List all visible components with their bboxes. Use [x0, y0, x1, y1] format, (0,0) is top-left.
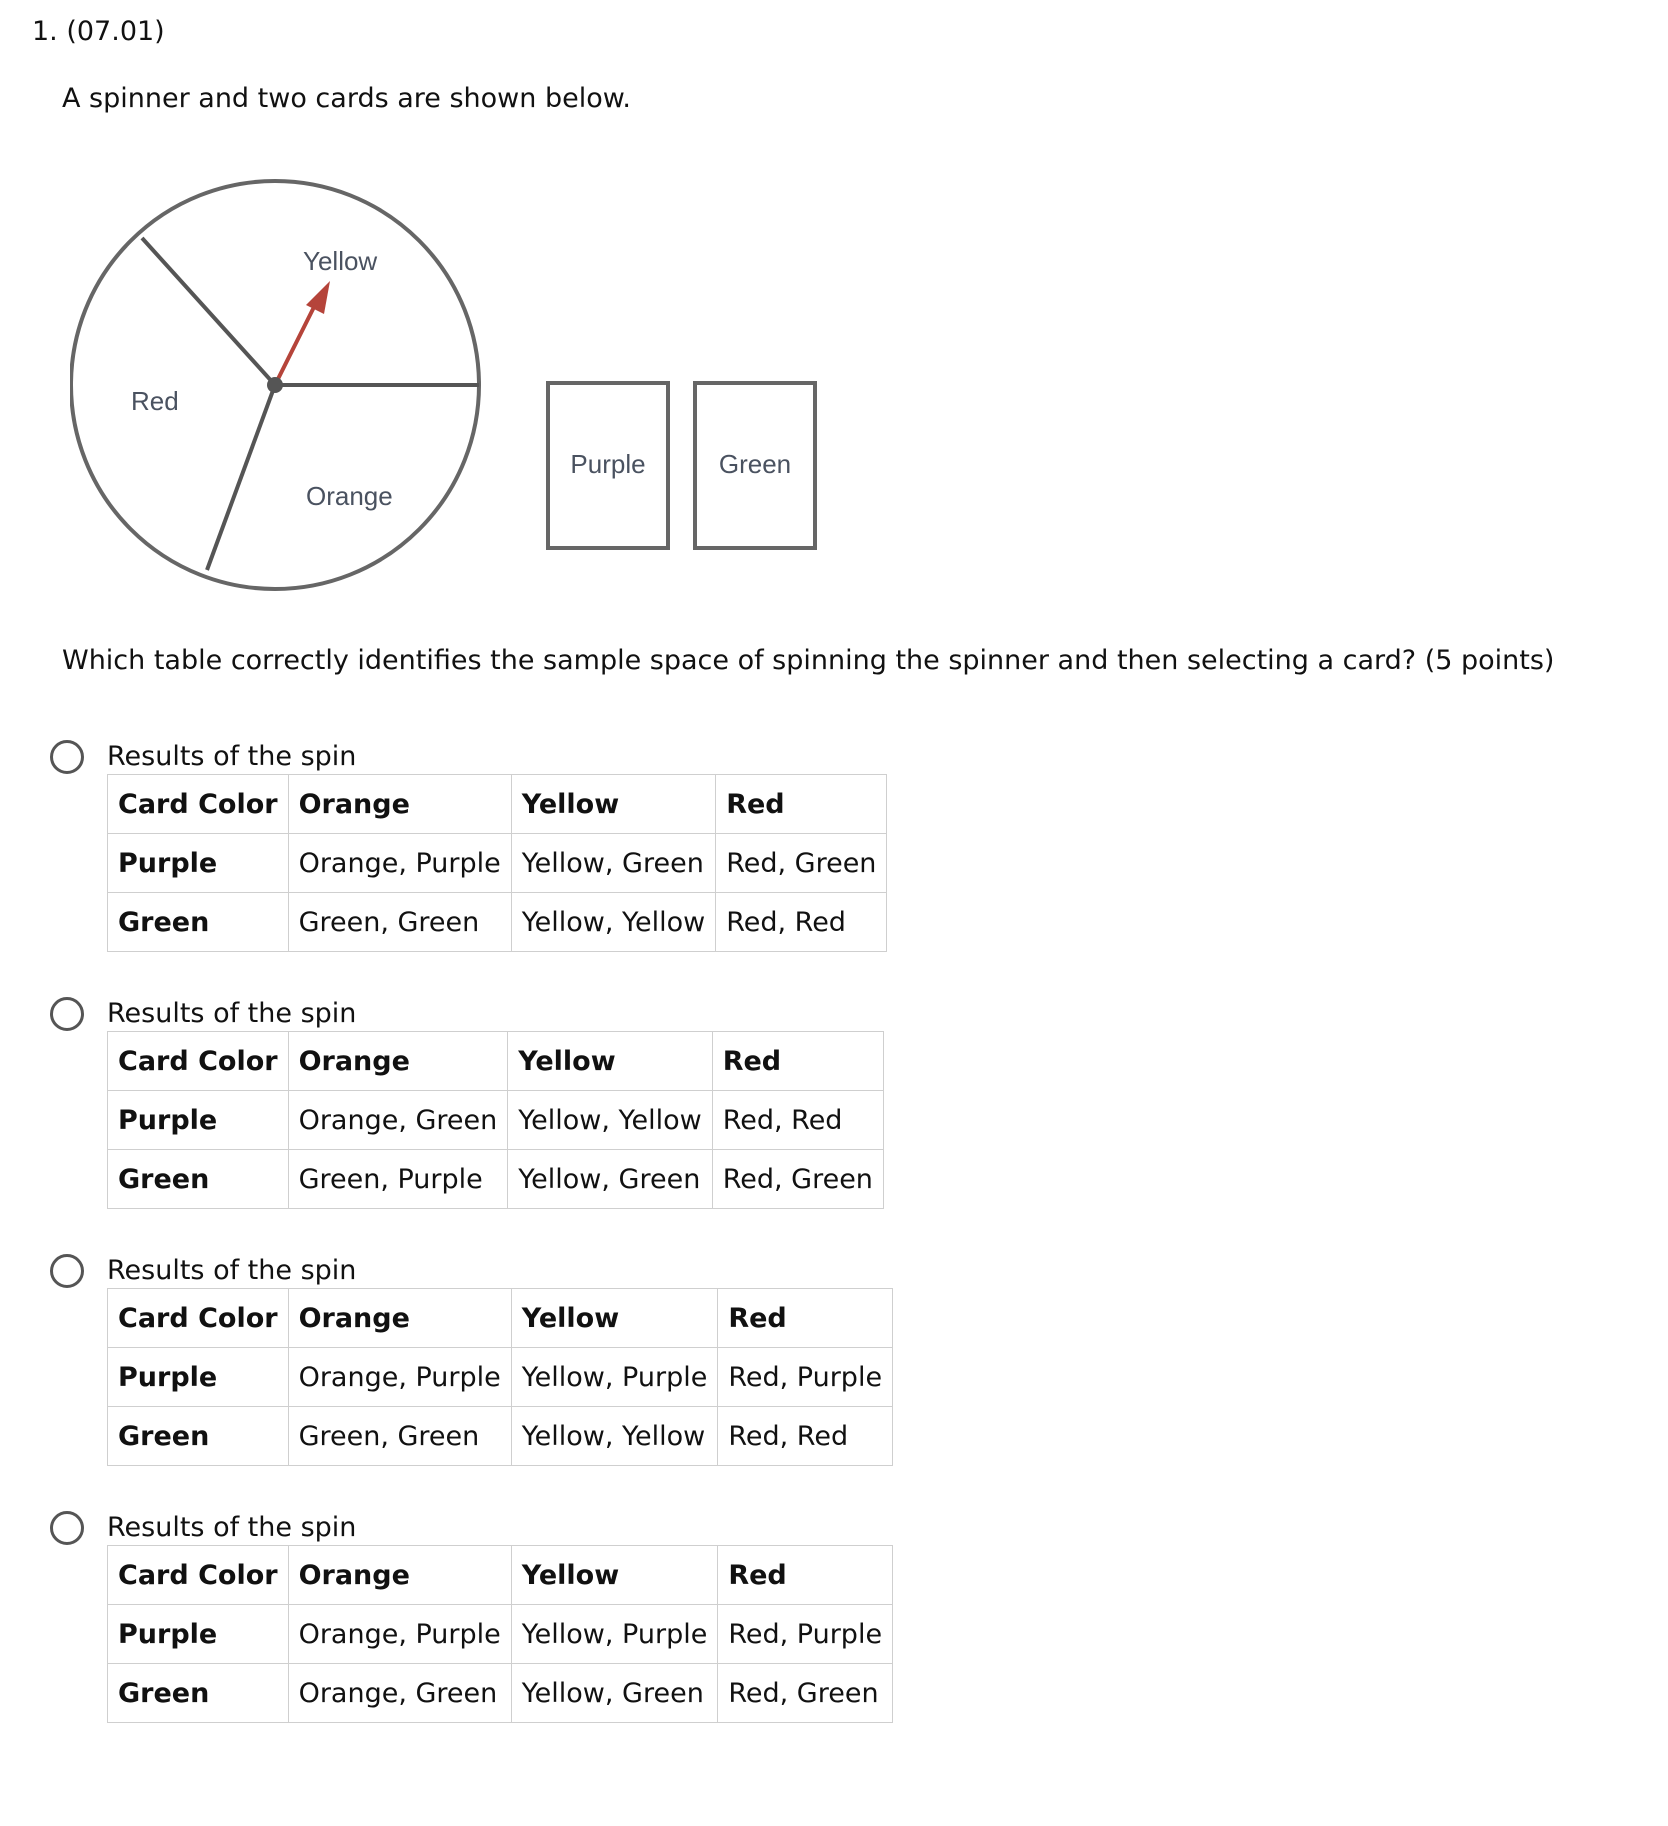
- option-caption: Results of the spin: [107, 741, 357, 772]
- table-row: [108, 1348, 893, 1407]
- table-cell: Red, Green: [718, 1664, 893, 1723]
- table-cell: Yellow, Yellow: [511, 893, 715, 952]
- table-header-row: [108, 1546, 893, 1605]
- question-prompt: Which table correctly identifies the sample space of spinning the spinner and then selecting a card? (5 points): [62, 645, 1555, 676]
- card-green-label: Green: [718, 449, 792, 479]
- table-cell: Orange: [288, 1032, 508, 1091]
- question-number: 1. (07.01): [32, 16, 165, 47]
- card-green: [695, 383, 815, 548]
- option-caption: Results of the spin: [107, 998, 357, 1029]
- table-row: [108, 1407, 893, 1466]
- table-cell: Red: [718, 1546, 893, 1605]
- spinner-label-orange: Orange: [306, 481, 393, 511]
- table-cell: Purple: [108, 1091, 289, 1150]
- table-cell: Orange, Purple: [288, 834, 511, 893]
- table-cell: Yellow: [511, 1289, 718, 1348]
- table-cell: Orange, Green: [288, 1091, 508, 1150]
- table-cell: Red: [712, 1032, 883, 1091]
- table-row: [108, 1091, 884, 1150]
- table-cell: Orange: [288, 775, 511, 834]
- table-cell: Red, Purple: [718, 1605, 893, 1664]
- radio-option-d[interactable]: [50, 1511, 84, 1545]
- table-cell: Card Color: [108, 1032, 289, 1091]
- table-cell: Red: [716, 775, 887, 834]
- results-table: [107, 1288, 893, 1466]
- table-cell: Orange, Purple: [288, 1348, 511, 1407]
- spinner-label-yellow: Yellow: [303, 246, 378, 276]
- table-cell: Card Color: [108, 1289, 289, 1348]
- table-cell: Green: [108, 1150, 289, 1209]
- card-purple: [548, 383, 668, 548]
- table-row: [108, 834, 887, 893]
- table-cell: Green, Green: [288, 893, 511, 952]
- table-cell: Red, Red: [716, 893, 887, 952]
- table-cell: Yellow: [508, 1032, 712, 1091]
- table-cell: Yellow, Yellow: [508, 1091, 712, 1150]
- spinner-and-cards-figure: [70, 165, 850, 595]
- table-header-row: [108, 1032, 884, 1091]
- table-cell: Purple: [108, 834, 289, 893]
- table-row: [108, 1605, 893, 1664]
- table-cell: Orange: [288, 1289, 511, 1348]
- table-row: [108, 1664, 893, 1723]
- table-cell: Card Color: [108, 775, 289, 834]
- table-cell: Purple: [108, 1605, 289, 1664]
- table-row: [108, 893, 887, 952]
- table-cell: Orange, Purple: [288, 1605, 511, 1664]
- table-header-row: [108, 1289, 893, 1348]
- radio-option-c[interactable]: [50, 1254, 84, 1288]
- table-cell: Yellow: [511, 1546, 718, 1605]
- results-table: [107, 1545, 893, 1723]
- table-cell: Yellow, Purple: [511, 1605, 718, 1664]
- table-cell: Red: [718, 1289, 893, 1348]
- table-cell: Orange: [288, 1546, 511, 1605]
- spinner-pivot: [267, 377, 283, 393]
- table-cell: Green, Purple: [288, 1150, 508, 1209]
- table-cell: Green: [108, 1664, 289, 1723]
- table-cell: Green: [108, 893, 289, 952]
- results-table: [107, 774, 887, 952]
- table-cell: Red, Green: [712, 1150, 883, 1209]
- table-cell: Orange, Green: [288, 1664, 511, 1723]
- table-cell: Purple: [108, 1348, 289, 1407]
- table-cell: Yellow, Green: [508, 1150, 712, 1209]
- figure-svg: [70, 165, 850, 595]
- table-cell: Red, Red: [712, 1091, 883, 1150]
- table-cell: Red, Green: [716, 834, 887, 893]
- table-cell: Red, Red: [718, 1407, 893, 1466]
- question-intro: A spinner and two cards are shown below.: [62, 83, 631, 114]
- table-row: [108, 1150, 884, 1209]
- card-purple-label: Purple: [570, 449, 646, 479]
- table-cell: Yellow, Yellow: [511, 1407, 718, 1466]
- table-cell: Yellow, Green: [511, 834, 715, 893]
- table-cell: Yellow, Purple: [511, 1348, 718, 1407]
- spinner-label-red: Red: [131, 386, 179, 416]
- table-header-row: [108, 775, 887, 834]
- table-cell: Yellow: [511, 775, 715, 834]
- option-caption: Results of the spin: [107, 1255, 357, 1286]
- radio-option-b[interactable]: [50, 997, 84, 1031]
- table-cell: Card Color: [108, 1546, 289, 1605]
- spinner: [71, 181, 479, 589]
- results-table: [107, 1031, 884, 1209]
- table-cell: Green, Green: [288, 1407, 511, 1466]
- table-cell: Red, Purple: [718, 1348, 893, 1407]
- option-caption: Results of the spin: [107, 1512, 357, 1543]
- table-cell: Green: [108, 1407, 289, 1466]
- radio-option-a[interactable]: [50, 740, 84, 774]
- table-cell: Yellow, Green: [511, 1664, 718, 1723]
